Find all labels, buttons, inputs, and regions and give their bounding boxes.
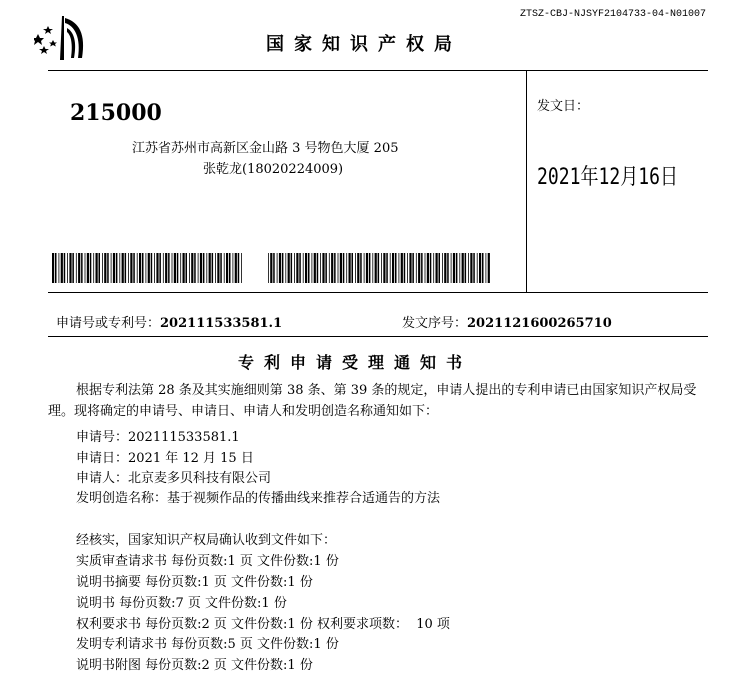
address-block-divider — [526, 71, 527, 292]
recipient-name: 张乾龙(18020224009) — [203, 162, 344, 177]
send-date-label: 发文日： — [537, 99, 590, 114]
files-intro: 经核实，国家知识产权局确认收到文件如下： — [76, 533, 337, 548]
application-number — [56, 312, 282, 331]
file-item: 权利要求书 每份页数:2 页 文件份数:1 份 权利要求项数： 10 项 — [76, 617, 450, 632]
application-number-value: 202111533581.1 — [160, 316, 283, 331]
recipient-address: 江苏省苏州市高新区金山路 3 号物色大厦 205 — [132, 141, 399, 156]
notice-title: 专利申请受理通知书 — [238, 353, 473, 372]
barcode-icon-right — [268, 253, 490, 283]
notice-intro: 根据专利法第 28 条及其实施细则第 38 条、第 39 条的规定，申请人提出的专利申请已由国家知识产权局受理。现将确定的申请号、申请日、申请人和发明创造名称通知如下： — [48, 383, 697, 419]
application-number-label: 申请号或专利号： — [56, 316, 161, 331]
header-divider — [48, 70, 708, 71]
send-date-value: 2021年12月16日 — [537, 165, 679, 190]
file-item: 说明书摘要 每份页数:1 页 文件份数:1 份 — [76, 575, 313, 590]
field-invention-title: 发明创造名称：基于视频作品的传播曲线来推荐合适通告的方法 — [76, 491, 441, 506]
numbers-divider — [48, 292, 708, 293]
send-serial-value: 2021121600265710 — [467, 316, 612, 331]
recipient-postcode: 215000 — [70, 100, 162, 126]
file-item: 说明书附图 每份页数:2 页 文件份数:1 份 — [76, 658, 313, 673]
title-divider — [48, 336, 708, 337]
field-application-date: 申请日：2021 年 12 月 15 日 — [76, 451, 254, 466]
field-application-number: 申请号：202111533581.1 — [76, 430, 240, 445]
send-serial-label: 发文序号： — [402, 316, 468, 331]
file-item: 说明书 每份页数:7 页 文件份数:1 份 — [76, 596, 287, 611]
cnipa-logo-icon — [34, 14, 92, 60]
office-name: 国家知识产权局 — [266, 34, 462, 55]
send-serial-number — [402, 312, 612, 331]
file-item: 发明专利请求书 每份页数:5 页 文件份数:1 份 — [76, 637, 339, 652]
barcode-icon-left — [52, 253, 242, 283]
document-code: ZTSZ-CBJ-NJSYF2104733-04-N01007 — [520, 9, 707, 20]
file-item: 实质审查请求书 每份页数:1 页 文件份数:1 份 — [76, 554, 339, 569]
field-applicant: 申请人：北京麦多贝科技有限公司 — [76, 471, 272, 486]
